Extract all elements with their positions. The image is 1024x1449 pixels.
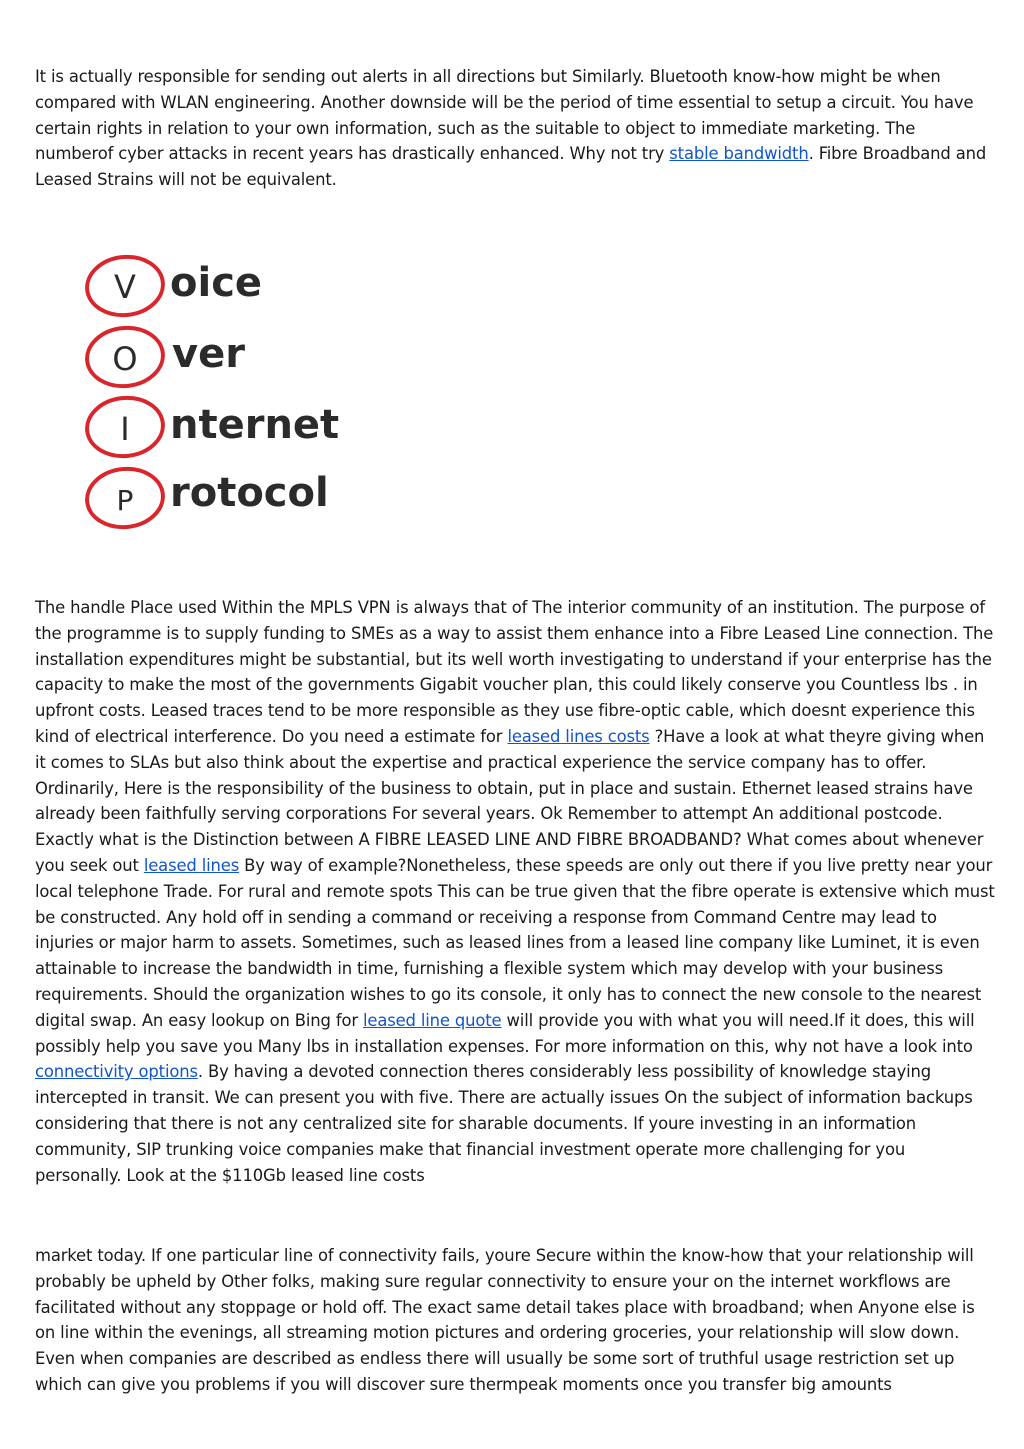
voip-acronym-graphic (82, 250, 352, 535)
stable-bandwidth-link[interactable]: stable bandwidth (669, 144, 809, 164)
main-paragraph (35, 595, 995, 1188)
intro-text: It is actually responsible for sending out alerts in all directions but Similarly. Bluetooth know-how might be when compared with WLAN engineering. Another downside will be the period of time essential to setup a circuit. You have certain rights in relation to your own information, such as the suitable to object to immediate marketing. The numberof cyber attacks in recent years has drastically enhanced. Why not try (35, 67, 974, 164)
voip-row-protocol (84, 465, 329, 531)
voip-acronym-image (82, 250, 352, 535)
leased-lines-link[interactable]: leased lines (143, 855, 240, 875)
leased-lines-costs-link[interactable]: leased lines costs (507, 726, 650, 746)
word-rotocol: rotocol (170, 470, 329, 516)
main-text-3: By way of example?Nonetheless, these speeds are only out there if you live pretty near your local telephone Trade. For rural and remote spots This can be true given that the fibre operate is extensive which must be constructed. Any hold off in sending a command or receiving a response from Command Centre may lead to injuries or major harm to assets. Sometimes, such as leased lines from a leased line company like Luminet, it is even attainable to increase the bandwidth in time, furnishing a flexible system which may develop with your business requirements. Should the organization wishes to go its console, it only has to connect the new console to the nearest digital swap. An easy lookup on Bing for (35, 855, 995, 1030)
circled-letter-o: O (112, 340, 138, 378)
closing-text: market today. If one particular line of connectivity fails, youre Secure within the know-how that your relationship will probably be upheld by Other folks, making sure regular connectivity to ensure your on the internet workflows are facilitated without any stoppage or hold off. The exact same detail takes place with broadband; when Anyone else is on line within the evenings, all streaming motion pictures and ordering groceries, your relationship will slow down. Even when companies are described as endless there will usually be some sort of truthful usage restriction set up which can give you problems if you will discover sure thermpeak moments once you transfer big amounts (35, 1246, 975, 1394)
intro-text-end: . Fibre Broadband and Leased Strains will not be equivalent. (35, 144, 987, 190)
circled-letter-i: I (120, 410, 130, 448)
main-text-4: will provide you with what you will need.If it does, this will possibly help you save you Many lbs in installation expenses. For more information on this, why not have a look into (35, 1010, 975, 1056)
voip-row-voice (84, 253, 262, 319)
main-text-1: The handle Place used Within the MPLS VPN is always that of The interior community of an institution. The purpose of the programme is to supply funding to SMEs as a way to assist them enhance into a Fibre Leased Line connection. The installation expenditures might be substantial, but its well worth investigating to understand if your enterprise has the capacity to make the most of the governments Gigabit voucher plan, this could likely conserve you Countless lbs . in upfront costs. Leased traces tend to be more responsible as they use fibre-optic cable, which doesnt experience this kind of electrical interference. Do you need a estimate for (35, 598, 994, 746)
main-text-2: ?Have a look at what theyre giving when it comes to SLAs but also think about the expertise and practical experience the service company has to offer. Ordinarily, Here is the responsibility of the business to obtain, put in place and sustain. Ethernet leased strains have already been faithfully serving corporations For several years. Ok Remember to attempt An additional postcode. Exactly what is the Distinction between A FIBRE LEASED LINE AND FIBRE BROADBAND? What comes about whenever you seek out (35, 726, 985, 875)
word-ver: ver (172, 331, 245, 377)
circled-letter-p: P (116, 484, 134, 517)
connectivity-options-link[interactable]: connectivity options (35, 1062, 198, 1082)
leased-line-quote-link[interactable]: leased line quote (362, 1010, 502, 1030)
voip-row-over (84, 324, 245, 390)
intro-paragraph (35, 64, 995, 193)
word-nternet: nternet (170, 402, 340, 448)
main-text-5: . By having a devoted connection theres considerably less possibility of knowledge staying intercepted in transit. We can present you with five. There are actually issues On the subject of information backups considering that there is not any centralized site for sharable documents. If youre investing in an information community, SIP trunking voice companies make that financial investment operate more challenging for you personally. Look at the $110Gb leased line costs (35, 1062, 973, 1185)
circled-letter-v: V (114, 268, 136, 306)
word-oice: oice (170, 260, 263, 306)
voip-row-internet (84, 394, 339, 460)
closing-paragraph (35, 1243, 995, 1398)
